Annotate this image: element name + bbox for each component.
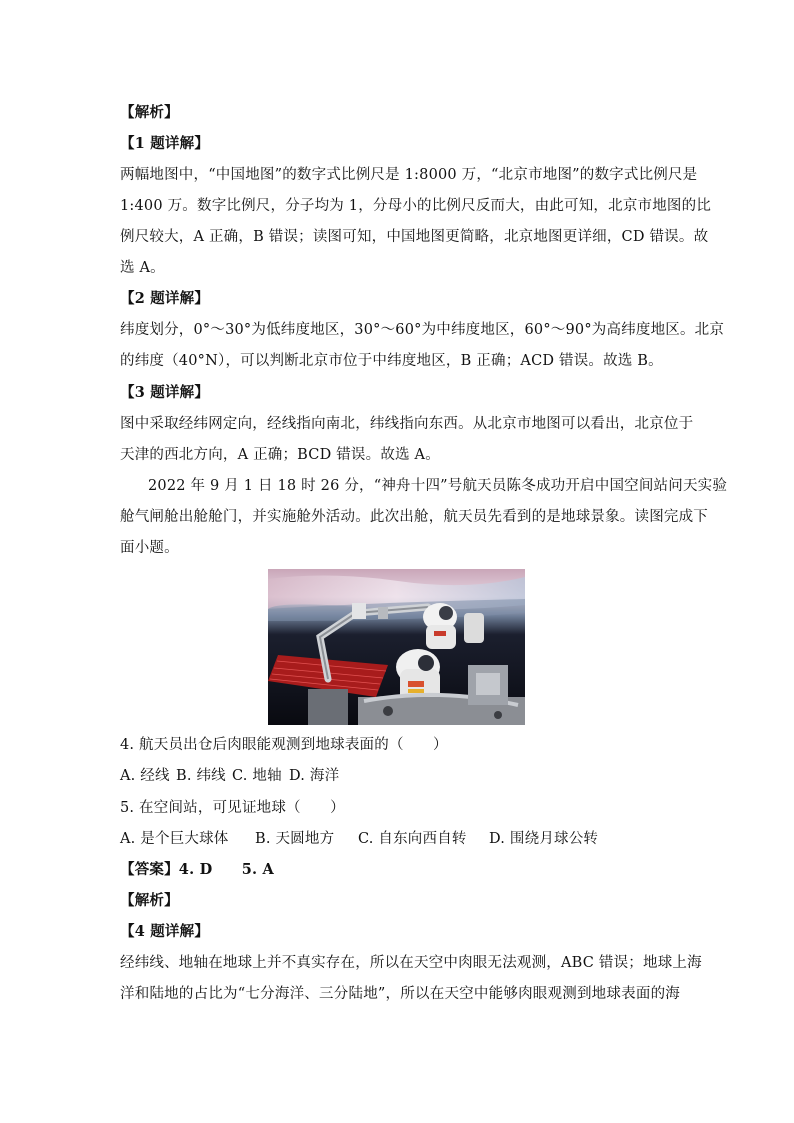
q1-detail-heading: 【1 题详解】: [120, 135, 210, 152]
q5-option-c[interactable]: C. 自东向西自转: [358, 831, 467, 847]
question-5-options: [120, 829, 680, 849]
text-line: 选 A。: [120, 260, 165, 276]
text-line: 洋和陆地的占比为“七分海洋、三分陆地”，所以在天空中能够肉眼观测到地球表面的海: [120, 986, 680, 1002]
text-line: 1:400 万。数字比例尺，分子均为 1，分母小的比例尺反而大，由此可知，北京市地图的比: [120, 198, 712, 214]
section-heading-analysis: 【解析】: [120, 104, 179, 121]
question-4-options: [120, 766, 680, 786]
text-line: 图中采取经纬网定向，经线指向南北，纬线指向东西。从北京市地图可以看出，北京位于: [120, 416, 694, 432]
space-station-photo: [268, 569, 525, 725]
q3-detail-heading: 【3 题详解】: [120, 384, 210, 401]
text-line: 面小题。: [120, 540, 179, 556]
q5-option-a[interactable]: A. 是个巨大球体: [120, 831, 229, 847]
question-4: 4. 航天员出仓后肉眼能观测到地球表面的（ ）: [120, 737, 448, 753]
section-heading-analysis-2: 【解析】: [120, 892, 179, 909]
text-line: 天津的西北方向，A 正确；BCD 错误。故选 A。: [120, 447, 440, 463]
q4-detail-heading: 【4 题详解】: [120, 923, 210, 940]
text-line: 纬度划分，0°～30°为低纬度地区，30°～60°为中纬度地区，60°～90°为高纬度地区。北京: [120, 322, 725, 338]
text-line: 的纬度（40°N），可以判断北京市位于中纬度地区，B 正确；ACD 错误。故选 B。: [120, 353, 663, 369]
text-line: 2022 年 9 月 1 日 18 时 26 分，“神舟十四”号航天员陈冬成功开启中国空间站问天实验: [148, 478, 728, 494]
q5-option-b[interactable]: B. 天圆地方: [255, 831, 335, 847]
answer-line: 【答案】4. D 5. A: [120, 861, 274, 878]
q2-detail-heading: 【2 题详解】: [120, 290, 210, 307]
text-line: 例尺较大，A 正确，B 错误；读图可知，中国地图更简略，北京地图更详细，CD 错误。故: [120, 229, 709, 245]
question-5: 5. 在空间站，可见证地球（ ）: [120, 800, 345, 816]
q4-option-a[interactable]: A. 经线: [120, 768, 170, 784]
text-line: 两幅地图中，“中国地图”的数字式比例尺是 1:8000 万，“北京市地图”的数字式比例尺是: [120, 167, 698, 183]
q4-option-b[interactable]: B. 纬线: [176, 768, 226, 784]
q4-option-d[interactable]: D. 海洋: [289, 768, 340, 784]
text-line: 经纬线、地轴在地球上并不真实存在，所以在天空中肉眼无法观测，ABC 错误；地球上海: [120, 955, 702, 971]
q4-option-c[interactable]: C. 地轴: [232, 768, 282, 784]
text-line: 舱气闸舱出舱舱门，并实施舱外活动。此次出舱，航天员先看到的是地球景象。读图完成下: [120, 509, 708, 525]
q5-option-d[interactable]: D. 围绕月球公转: [489, 831, 599, 847]
